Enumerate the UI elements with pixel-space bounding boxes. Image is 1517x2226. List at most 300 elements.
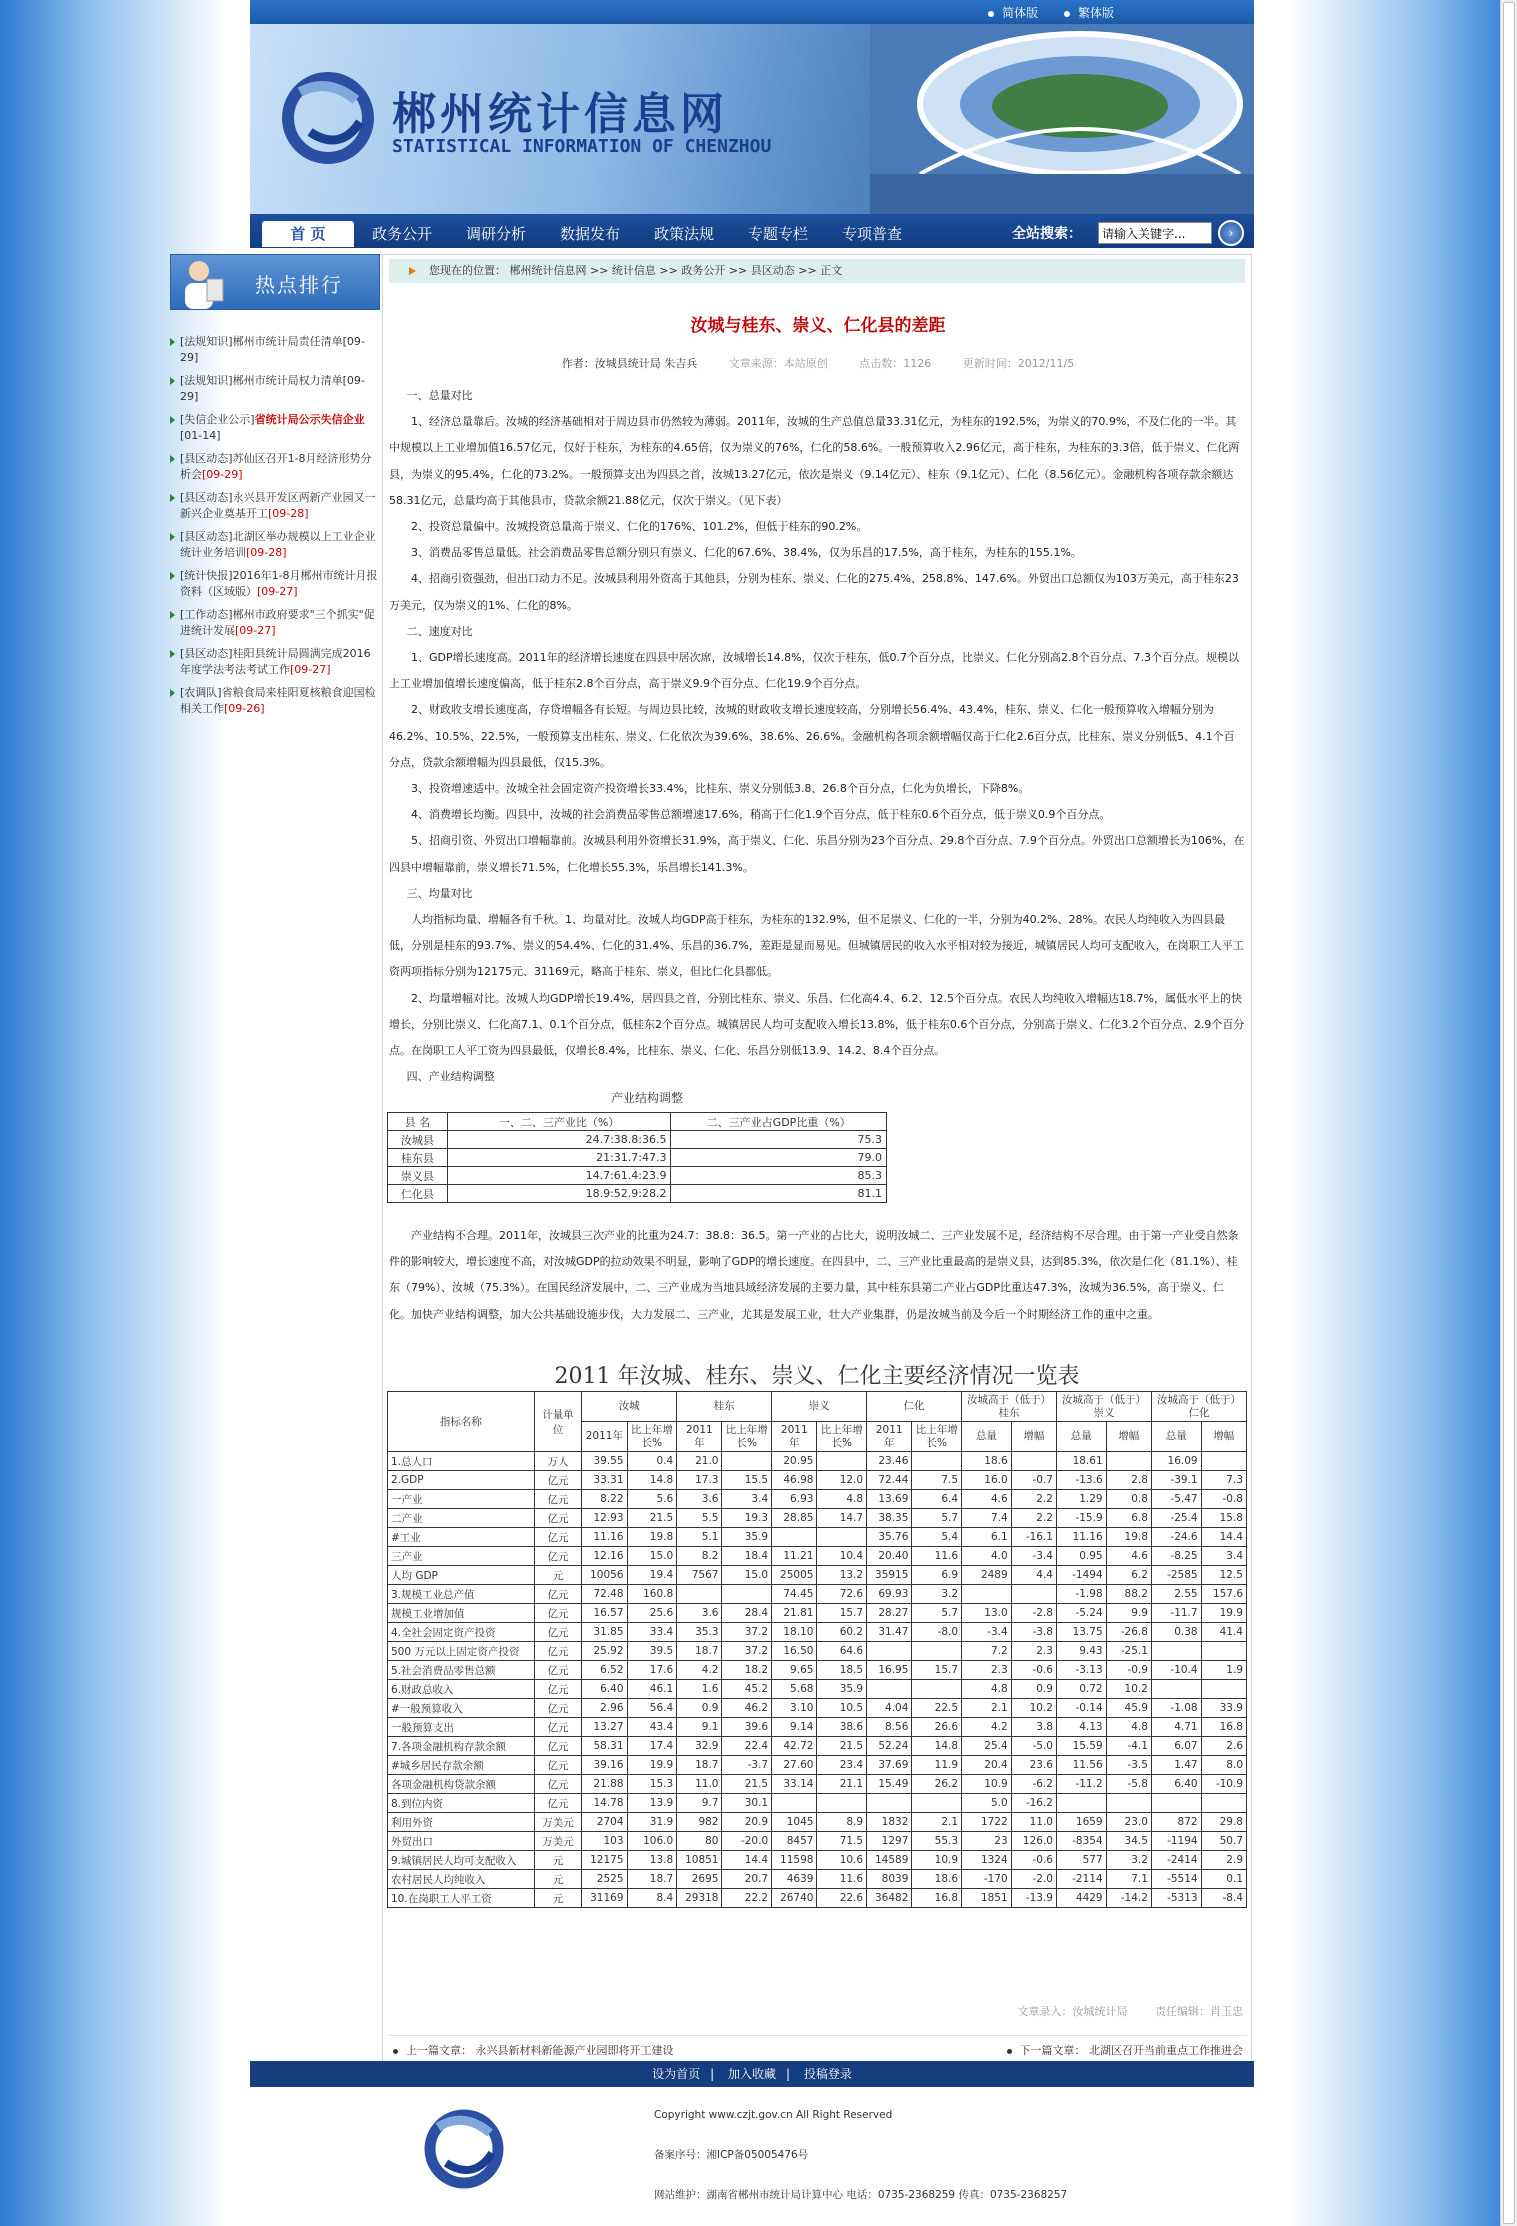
table-cell: 5.7 [912,1509,962,1528]
table-cell: 9.65 [772,1661,817,1680]
nav-home[interactable]: 首 页 [262,221,354,247]
table-cell: 10.9 [912,1851,962,1870]
table-cell: 一产业 [388,1490,535,1509]
table-cell: 19.9 [627,1756,677,1775]
table-header-row [388,1392,1247,1422]
table-cell: 10056 [582,1566,627,1585]
table-header: 2011 年 [677,1422,722,1452]
table-cell: 8.0 [1201,1756,1246,1775]
table-row [388,1452,1247,1471]
table-cell: 55.3 [912,1832,962,1851]
stadium-image [870,24,1254,214]
sidebar-title: 热点排行 [255,273,343,297]
table-cell: 15.8 [1201,1509,1246,1528]
table-cell: 39.6 [722,1718,772,1737]
table-cell: 71.5 [817,1832,867,1851]
table-cell: 8.4 [627,1889,677,1908]
table-cell: 23.6 [1011,1756,1056,1775]
table-header: 比上年增长% [722,1422,772,1452]
table-cell: 20.40 [867,1547,912,1566]
table-cell: 88.2 [1106,1585,1151,1604]
table-cell: 3.10 [772,1699,817,1718]
table-cell: 16.95 [867,1661,912,1680]
table-cell: 23.4 [817,1756,867,1775]
table-header: 2011 年 [867,1422,912,1452]
section-heading: 三、均量对比 [406,886,473,900]
table-cell: 4.6 [1106,1547,1151,1566]
article-source: 文章来源：本站原创 [728,357,828,370]
table-cell: 亿元 [534,1585,581,1604]
hot-item[interactable]: [县区动态]北湖区举办规模以上工业企业统计业务培训[09-28] [170,529,380,561]
table-cell: 亿元 [534,1680,581,1699]
table-cell: 6.1 [962,1528,1012,1547]
table-cell: 8.56 [867,1718,912,1737]
table-cell: 8.到位内资 [388,1794,535,1813]
table-cell [817,1452,867,1471]
table-header: 二、三产业占GDP比重（%） [671,1113,887,1131]
table-cell: 46.98 [772,1471,817,1490]
table-cell: -16.1 [1011,1528,1056,1547]
table-cell: 1045 [772,1813,817,1832]
table-cell: 18.61 [1056,1452,1106,1471]
table-cell: 7.2 [962,1642,1012,1661]
table-cell: 各项金融机构贷款余额 [388,1775,535,1794]
table-cell: 9.9 [1106,1604,1151,1623]
arrow-icon [409,267,416,275]
table-cell: -0.6 [1011,1851,1056,1870]
hot-ranking-sidebar [170,254,380,774]
table-cell: 10.6 [817,1851,867,1870]
table-cell: 11598 [772,1851,817,1870]
search-label: 全站搜索： [1012,226,1082,242]
table-cell: 38.6 [817,1718,867,1737]
economic-summary-table [387,1391,1247,1908]
table-header: 汝城高于（低于）崇义 [1056,1392,1151,1422]
page-wrapper [180,0,1254,2226]
table-cell: 23.0 [1106,1813,1151,1832]
section-heading: 一、总量对比 [406,389,473,402]
table-cell: 25005 [772,1566,817,1585]
table-cell: -8354 [1056,1832,1106,1851]
simplified-link[interactable]: 简体版 [988,6,1038,20]
table-cell: 14.8 [912,1737,962,1756]
table-row [388,1623,1247,1642]
table-cell: 28.85 [772,1509,817,1528]
table-header: 总量 [1151,1422,1201,1452]
table-header: 崇义 [772,1392,867,1422]
table-cell: 103 [582,1832,627,1851]
table-cell: 农村居民人均纯收入 [388,1870,535,1889]
article-author: 作者：汝城县统计局 朱吉兵 [561,357,698,370]
table-cell: 24.7:38.8:36.5 [447,1131,671,1149]
table-cell: 18.9:52.9:28.2 [447,1185,671,1203]
table-cell: 50.7 [1201,1832,1246,1851]
table-cell: 36482 [867,1889,912,1908]
table-cell: 7.3 [1201,1471,1246,1490]
paragraph: 人均指标均量、增幅各有千秋。1、均量对比。汝城人均GDP高于桂东，为桂东的132.9%，但不足崇义、仁化的一半，分别为40.2%、28%。农民人均纯收入为四县最低，分别是桂东的93.7%、崇义的54.4%、仁化的31.4%、乐昌的36.7%，差距是显而易见。但城镇居民的收入水平相对较为接近，城镇居民人均可支配收入，在岗职工人平工资两项指标分别为12175元、31169元，略高于桂东、崇义，但比仁化县都低。 [389,913,1244,979]
scrollbar[interactable] [1500,0,1517,2226]
table-cell: 5.0 [962,1794,1012,1813]
table-cell: -16.2 [1011,1794,1056,1813]
table-cell: -2414 [1151,1851,1201,1870]
table-cell: 13.69 [867,1490,912,1509]
table-cell: 18.6 [912,1870,962,1889]
table-row [388,1661,1247,1680]
icp-number: 备案序号：湘ICP备05005476号 [654,2149,809,2161]
next-article-link[interactable]: 下一篇文章： 北湖区召开当前重点工作推进会 [1007,2042,1244,2058]
table-cell: 8.9 [817,1813,867,1832]
bullet-icon [1007,2049,1012,2054]
table-cell: 33.4 [627,1623,677,1642]
economic-table-title: 2011 年汝城、桂东、崇义、仁化主要经济情况一览表 [554,1364,1080,1389]
industry-ratio-table [387,1112,887,1203]
copyright: Copyright www.czjt.gov.cn All Right Reserved [654,2109,893,2121]
hot-item[interactable]: [法规知识]郴州市统计局权力清单[09-29] [170,373,380,405]
table-cell: -24.6 [1151,1528,1201,1547]
table-cell: 12.16 [582,1547,627,1566]
table-cell: 21.5 [722,1775,772,1794]
table-cell: -5.24 [1056,1604,1106,1623]
hot-item[interactable]: [统计快报]2016年1-8月郴州市统计月报资料（区域版）[09-27] [170,568,380,600]
hot-item[interactable]: [县区动态]苏仙区召开1-8月经济形势分析会[09-29] [170,451,380,483]
table-cell: 26.6 [912,1718,962,1737]
table-cell [1011,1585,1056,1604]
nav-census[interactable]: 专项普查 [841,225,902,243]
table-cell: 15.49 [867,1775,912,1794]
table-cell: 33.14 [772,1775,817,1794]
hot-item[interactable]: [失信企业公示]省统计局公示失信企业[01-14] [170,412,380,444]
hot-item[interactable]: [县区动态]永兴县开发区两新产业园又一新兴企业奠基开工[09-28] [170,490,380,522]
table-cell: 21:31.7:47.3 [447,1149,671,1167]
table-cell: -2114 [1056,1870,1106,1889]
table-cell: 15.0 [627,1547,677,1566]
table-cell: 85.3 [671,1167,887,1185]
nav-policy[interactable]: 政策法规 [653,225,714,243]
table-cell: 15.5 [722,1471,772,1490]
table-cell: 52.24 [867,1737,912,1756]
sidebar-header [170,254,380,310]
table-cell: 14.7 [817,1509,867,1528]
table-cell: 21.5 [817,1737,867,1756]
table-cell: -10.9 [1201,1775,1246,1794]
paragraph: 4、消费增长均衡。四县中，汝城的社会消费品零售总额增速17.6%，稍高于仁化1.9个百分点，低于桂东0.6个百分点，低于崇义0.9个百分点。 [411,808,1111,822]
table-cell: 17.3 [677,1471,722,1490]
table-cell [912,1794,962,1813]
table-cell [867,1680,912,1699]
table-cell: -14.2 [1106,1889,1151,1908]
table-cell: 2.6 [1201,1737,1246,1756]
editor-by: 责任编辑：肖玉忠 [1155,2005,1243,2018]
table-cell: 7.4 [962,1509,1012,1528]
table-cell: 160.8 [627,1585,677,1604]
banner [250,24,1254,214]
footer-text [654,2095,1067,2215]
table-cell: 4.13 [1056,1718,1106,1737]
table-cell: 4.全社会固定资产投资 [388,1623,535,1642]
table-cell: 39.55 [582,1452,627,1471]
table-cell: 13.0 [962,1604,1012,1623]
table-cell [1151,1680,1201,1699]
section-heading: 二、速度对比 [406,624,473,638]
table-cell: 6.52 [582,1661,627,1680]
table-cell: 0.8 [1106,1490,1151,1509]
table-row [388,1813,1247,1832]
table-cell: -170 [962,1870,1012,1889]
table-cell: 14.4 [722,1851,772,1870]
paragraph: 3、消费品零售总量低。社会消费品零售总额分别只有崇义、仁化的67.6%、38.4%，仅为乐昌的17.5%，高于桂东，为桂东的155.1%。 [411,546,1082,560]
table-cell: 19.8 [627,1528,677,1547]
table-cell [1201,1452,1246,1471]
table-cell: 2.2 [1011,1490,1056,1509]
nav-government[interactable]: 政务公开 [371,225,432,243]
table-header: 汝城 [582,1392,677,1422]
table-cell: 72.44 [867,1471,912,1490]
paragraph: 2、均量增幅对比。汝城人均GDP增长19.4%，居四县之首，分别比桂东、崇义、乐昌、仁化高4.4、6.2、12.5个百分点。农民人均纯收入增幅达18.7%，属低水平上的快增长，分别比崇义、仁化高7.1、0.1个百分点，低桂东2个百分点。城镇居民人均可支配收入增长13.8%，低于桂东0.6个百分点，分别高于崇义、仁化3.2个百分点、2.9个百分点。在岗职工人平工资为四县最低，仅增长8.4%，比桂东、崇义、仁化、乐昌分别低13.9、14.2、8.4个百分点。 [389,991,1245,1058]
table-cell: 11.56 [1056,1756,1106,1775]
table-cell: 2695 [677,1870,722,1889]
table-cell: 19.8 [1106,1528,1151,1547]
table-cell [912,1680,962,1699]
table-cell: 元 [534,1889,581,1908]
table-cell: 5.5 [677,1509,722,1528]
table-cell: 4.2 [677,1661,722,1680]
table-cell: 18.5 [817,1661,867,1680]
table-cell: 4.2 [962,1718,1012,1737]
table-cell [1201,1680,1246,1699]
table-cell: 13.8 [627,1851,677,1870]
footer [250,2087,1254,2226]
table-cell: 20.4 [962,1756,1012,1775]
nav-research[interactable]: 调研分析 [465,225,526,243]
table-cell [867,1642,912,1661]
table-cell: 亿元 [534,1661,581,1680]
table-row [388,1490,1247,1509]
table-cell: 6.40 [582,1680,627,1699]
table-cell: 21.0 [677,1452,722,1471]
table-cell [1011,1452,1056,1471]
table-cell: -2.0 [1011,1870,1056,1889]
table-cell: 22.2 [722,1889,772,1908]
table-row [388,1131,887,1149]
table-cell: 2.96 [582,1699,627,1718]
table-cell: 2489 [962,1566,1012,1585]
table-cell: #城乡居民存款余额 [388,1756,535,1775]
table-cell: -1194 [1151,1832,1201,1851]
table-cell: 18.2 [722,1661,772,1680]
table-cell: 29318 [677,1889,722,1908]
table-cell: 23 [962,1832,1012,1851]
table-cell: 5.6 [627,1490,677,1509]
table-cell: 元 [534,1870,581,1889]
table-cell: -11.7 [1151,1604,1201,1623]
table-cell: -5.8 [1106,1775,1151,1794]
prev-next-nav [389,2035,1247,2057]
article-panel [382,254,1252,2064]
table-cell: 46.2 [722,1699,772,1718]
table-cell: 3.4 [1201,1547,1246,1566]
table-cell: 10851 [677,1851,722,1870]
table-cell: 0.9 [1011,1680,1056,1699]
table-cell [772,1528,817,1547]
person-icon [177,257,227,309]
table-cell: 11.9 [912,1756,962,1775]
table-row [388,1566,1247,1585]
table-cell: 5.68 [772,1680,817,1699]
add-favorite-link[interactable]: 加入收藏 [727,2067,776,2081]
table-cell: 14.8 [627,1471,677,1490]
table-cell: 64.6 [817,1642,867,1661]
table-cell [722,1452,772,1471]
table-cell: -3.7 [722,1756,772,1775]
table-cell: 9.43 [1056,1642,1106,1661]
table-cell: 1.29 [1056,1490,1106,1509]
table-cell: 23.46 [867,1452,912,1471]
hot-item[interactable]: [县区动态]桂阳县统计局圆满完成2016年度学法考法考试工作[09-27] [170,646,380,678]
table-cell [1201,1794,1246,1813]
table-cell: 17.6 [627,1661,677,1680]
table-cell: 11.16 [582,1528,627,1547]
table-header: 2011年 [582,1422,627,1452]
table-cell: 126.0 [1011,1832,1056,1851]
table-cell: 11.21 [772,1547,817,1566]
traditional-link[interactable]: 繁体版 [1064,6,1114,20]
table-cell: 26.2 [912,1775,962,1794]
table-cell: 4.71 [1151,1718,1201,1737]
table-row [388,1680,1247,1699]
main-nav [250,214,1254,248]
table-cell: -13.6 [1056,1471,1106,1490]
table-row [388,1889,1247,1908]
search-input[interactable] [1098,222,1212,244]
table-cell: 亿元 [534,1471,581,1490]
nav-data-release[interactable]: 数据发布 [559,225,620,243]
table-cell: 亿元 [534,1490,581,1509]
table-cell: 6.4 [912,1490,962,1509]
table-row [388,1547,1247,1566]
paragraph: 产业结构不合理。2011年，汝城县三次产业的比重为24.7：38.8：36.5。第一产业的占比大，说明汝城二、三产业发展不足，经济结构不尽合理。由于第一产业受自然条件的影响较大，增长速度不高，对汝城GDP的拉动效果不明显，影响了GDP的增长速度。在四县中，二、三产业比重最高的是崇义县，达到85.3%，依次是仁化（81.1%）、桂东（79%）、汝城（75.3%）。在国民经济发展中，二、三产业成为当地县域经济发展的主要力量，其中桂东县第二产业占GDP比重达47.3%，汝城为36.5%，高于崇义、仁化。加快产业结构调整，加大公共基础设施步伐，大力发展二、三产业，尤其是发展工业，壮大产业集群，仍是汝城当前及今后一个时期经济工作的重中之重。 [389,1229,1239,1321]
table-cell: 18.4 [722,1547,772,1566]
table-cell: 10.5 [817,1699,867,1718]
table-cell: -13.9 [1011,1889,1056,1908]
table-cell: 872 [1151,1813,1201,1832]
nav-topics[interactable]: 专题专栏 [747,225,808,243]
bullet-icon [1064,11,1070,17]
table-cell: 16.09 [1151,1452,1201,1471]
table-cell: 2.55 [1151,1585,1201,1604]
table-cell: 7567 [677,1566,722,1585]
table-cell: -0.8 [1201,1490,1246,1509]
search-button[interactable]: › [1218,220,1244,246]
table-cell: 3.4 [722,1490,772,1509]
table-cell: 桂东县 [388,1149,448,1167]
table-row [388,1585,1247,1604]
table-cell [772,1794,817,1813]
table-cell: 0.95 [1056,1547,1106,1566]
table-cell: -20.0 [722,1832,772,1851]
table-header: 比上年增长% [627,1422,677,1452]
table-header: 比上年增长% [817,1422,867,1452]
table-header: 指标名称 [388,1392,535,1452]
set-homepage-link[interactable]: 设为首页 [652,2067,701,2081]
table-cell: 二产业 [388,1509,535,1528]
hot-item[interactable]: [农调队]省粮食局来桂阳夏核粮食迎国检相关工作[09-26] [170,685,380,717]
table-cell: 2525 [582,1870,627,1889]
hot-item[interactable]: [工作动态]郴州市政府要求"三个抓实"促进统计发展[09-27] [170,607,380,639]
submit-login-link[interactable]: 投稿登录 [803,2067,852,2081]
table-cell: 35.9 [722,1528,772,1547]
paragraph: 2、投资总量偏中。汝城投资总量高于崇义、仁化的176%、101.2%，但低于桂东的90.2%。 [411,520,868,534]
footer-links: 设为首页 | 加入收藏 | 投稿登录 [250,2061,1254,2087]
table-cell: 18.6 [962,1452,1012,1471]
scrollbar-thumb[interactable] [1503,2,1515,2224]
article-meta [383,355,1253,371]
table-cell: 人均 GDP [388,1566,535,1585]
table-cell: 16.57 [582,1604,627,1623]
table-header: 总量 [962,1422,1012,1452]
table-cell: 42.72 [772,1737,817,1756]
table-cell: 3.2 [1106,1851,1151,1870]
table-cell [867,1794,912,1813]
table-cell: 79.0 [671,1149,887,1167]
table-cell: 亿元 [534,1718,581,1737]
table-row [388,1185,887,1203]
table-cell: 4.6 [962,1490,1012,1509]
table-cell: 9.7 [677,1794,722,1813]
table-cell: 崇义县 [388,1167,448,1185]
table-row [388,1794,1247,1813]
table-cell: 10.9 [962,1775,1012,1794]
table-cell: 4.0 [962,1547,1012,1566]
table-cell: 16.8 [1201,1718,1246,1737]
table-cell: 亿元 [534,1756,581,1775]
table-cell: 45.9 [1106,1699,1151,1718]
table-cell: -10.4 [1151,1661,1201,1680]
table-cell: 7.5 [912,1471,962,1490]
table-cell [912,1452,962,1471]
table-cell: 38.35 [867,1509,912,1528]
bullet-icon [393,2049,398,2054]
table-cell: 1.总人口 [388,1452,535,1471]
paragraph: 2、财政收支增长速度高，存贷增幅各有长短。与周边县比较，汝城的财政收支增长速度较高，分别增长56.4%、43.4%，桂东、崇义、仁化一般预算收入增幅分别为46.2%、10.5%、22.5%，一般预算支出桂东、崇义、仁化依次为39.6%、38.6%、26.6%。金融机构各项余额增幅仅高于仁化2.6百分点，比桂东、崇义分别低5、4.1个百分点，贷款余额增幅为四县最低，仅15.3%。 [389,703,1235,769]
table-row [388,1870,1247,1889]
table-cell: 72.48 [582,1585,627,1604]
table-cell: 三产业 [388,1547,535,1566]
table-cell: -5.47 [1151,1490,1201,1509]
table-cell: 28.27 [867,1604,912,1623]
table-cell: 15.7 [912,1661,962,1680]
table-cell: -2585 [1151,1566,1201,1585]
table-cell: 12175 [582,1851,627,1870]
table-cell: 8457 [772,1832,817,1851]
table-cell [817,1528,867,1547]
table-cell: 元 [534,1566,581,1585]
prev-article-link[interactable]: 上一篇文章： 永兴县新材料新能源产业园即将开工建设 [393,2042,674,2058]
table-row [388,1851,1247,1870]
table-cell: 汝城县 [388,1131,448,1149]
hot-item[interactable]: [法规知识]郴州市统计局责任清单[09-29] [170,334,380,366]
table-cell: 577 [1056,1851,1106,1870]
table-cell: 45.2 [722,1680,772,1699]
table-cell: 2.8 [1106,1471,1151,1490]
table-cell: 7.1 [1106,1870,1151,1889]
table-cell: 30.1 [722,1794,772,1813]
table-cell: 72.6 [817,1585,867,1604]
table-cell: 亿元 [534,1623,581,1642]
table-cell: 26740 [772,1889,817,1908]
table-cell: 3.6 [677,1490,722,1509]
table-cell: 亿元 [534,1604,581,1623]
table-cell: 4.8 [1106,1718,1151,1737]
